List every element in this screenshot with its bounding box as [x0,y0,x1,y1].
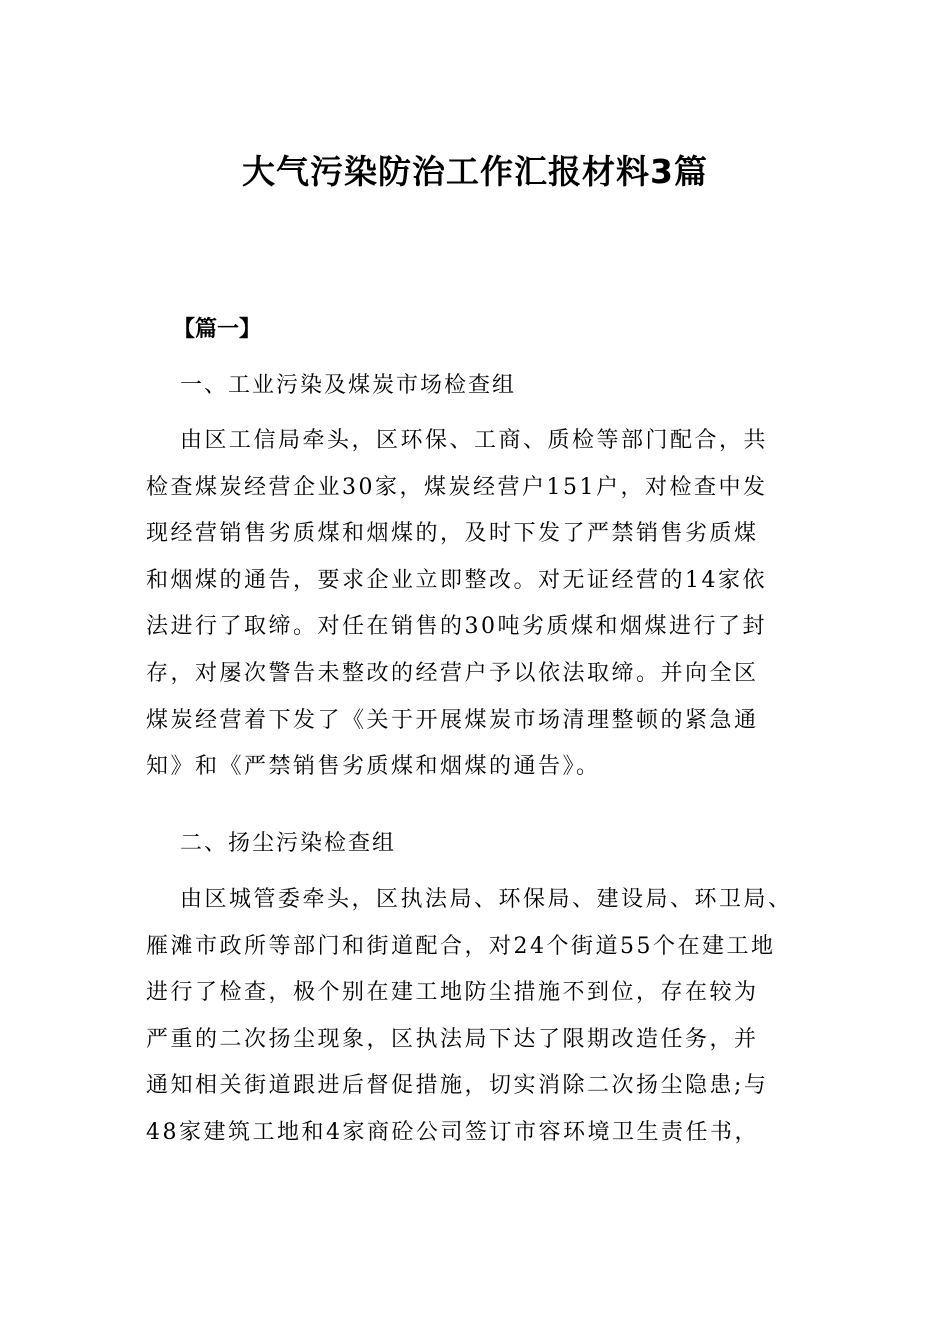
paragraph-industrial-pollution [146,418,806,791]
paragraph-line: 法进行了取缔。对任在销售的30吨劣质煤和烟煤进行了封 [146,614,767,640]
paragraph-line: 煤炭经营着下发了《关于开展煤炭市场清理整顿的紧急通 [146,707,759,733]
paragraph-line: 和烟煤的通告，要求企业立即整改。对无证经营的14家依 [146,567,767,593]
paragraph-line: 由区城管委牵头，区执法局、环保局、建设局、环卫局、 [180,887,793,912]
section-heading-dust-pollution: 二、扬尘污染检查组 [180,831,397,856]
paragraph-line: 严重的二次扬尘现象，区执法局下达了限期改造任务，并 [146,1026,759,1052]
paragraph-line: 通知相关街道跟进后督促措施，切实消除二次扬尘隐患;与 [146,1073,769,1099]
paragraph-dust-pollution [146,877,806,1157]
paragraph-line: 雁滩市政所等部门和街道配合，对24个街道55个在建工地 [146,933,776,959]
document-title: 大气污染防治工作汇报材料3篇 [242,152,708,191]
paragraph-line: 知》和《严禁销售劣质煤和烟煤的通告》。 [146,754,601,780]
paragraph-line: 48家建筑工地和4家商砼公司签订市容环境卫生责任书， [146,1119,759,1145]
section-heading-industrial-pollution: 一、工业污染及煤炭市场检查组 [180,373,517,398]
section-label: 【篇一】 [173,317,262,342]
paragraph-line: 存，对屡次警告未整改的经营户予以依法取缔。并向全区 [146,660,759,686]
paragraph-line: 进行了检查，极个别在建工地防尘措施不到位，存在较为 [146,980,759,1006]
paragraph-line: 现经营销售劣质煤和烟煤的，及时下发了严禁销售劣质煤 [146,521,759,547]
paragraph-line: 由区工信局牵头，区环保、工商、质检等部门配合，共 [180,428,769,453]
paragraph-line: 检查煤炭经营企业30家，煤炭经营户151户，对检查中发 [146,474,768,500]
